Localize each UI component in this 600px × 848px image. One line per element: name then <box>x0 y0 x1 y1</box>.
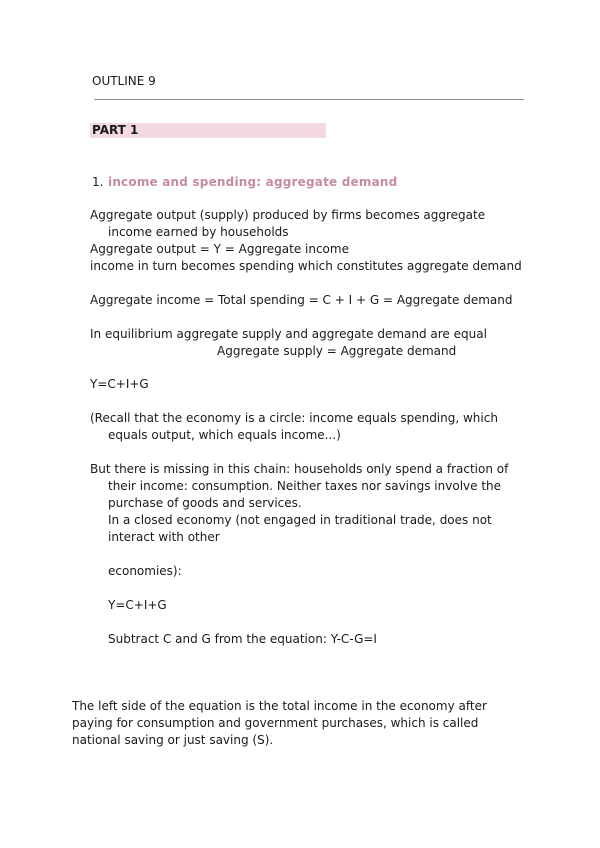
text-line: Aggregate output = Y = Aggregate income <box>90 242 349 256</box>
title-divider <box>94 99 524 100</box>
text-line: income earned by households <box>108 225 289 239</box>
section-heading: income and spending: aggregate demand <box>108 175 398 189</box>
text-line: national saving or just saving (S). <box>72 733 274 747</box>
text-line: Subtract C and G from the equation: Y-C-G=I <box>108 632 377 646</box>
text-line: In equilibrium aggregate supply and aggregate demand are equal <box>90 327 487 341</box>
equation-line: Aggregate income = Total spending = C + I + G = Aggregate demand <box>90 293 513 307</box>
section-number: 1. <box>92 175 104 189</box>
text-line: The left side of the equation is the total income in the economy after <box>72 699 487 713</box>
text-line: income in turn becomes spending which constitutes aggregate demand <box>90 259 522 273</box>
text-line: economies): <box>108 564 182 578</box>
text-line: paying for consumption and government purchases, which is called <box>72 716 479 730</box>
equation-line: Aggregate supply = Aggregate demand <box>217 344 457 358</box>
text-line: interact with other <box>108 530 220 544</box>
text-line: But there is missing in this chain: households only spend a fraction of <box>90 462 509 476</box>
text-line: (Recall that the economy is a circle: income equals spending, which <box>90 411 498 425</box>
text-line: Aggregate output (supply) produced by firms becomes aggregate <box>90 208 486 222</box>
text-line: purchase of goods and services. <box>108 496 302 510</box>
equation-line: Y=C+I+G <box>90 377 149 391</box>
text-line: In a closed economy (not engaged in traditional trade, does not <box>108 513 492 527</box>
part-label: PART 1 <box>92 123 139 137</box>
text-line: equals output, which equals income...) <box>108 428 341 442</box>
outline-title: OUTLINE 9 <box>92 74 156 88</box>
equation-line: Y=C+I+G <box>108 598 167 612</box>
text-line: their income: consumption. Neither taxes nor savings involve the <box>108 479 502 493</box>
